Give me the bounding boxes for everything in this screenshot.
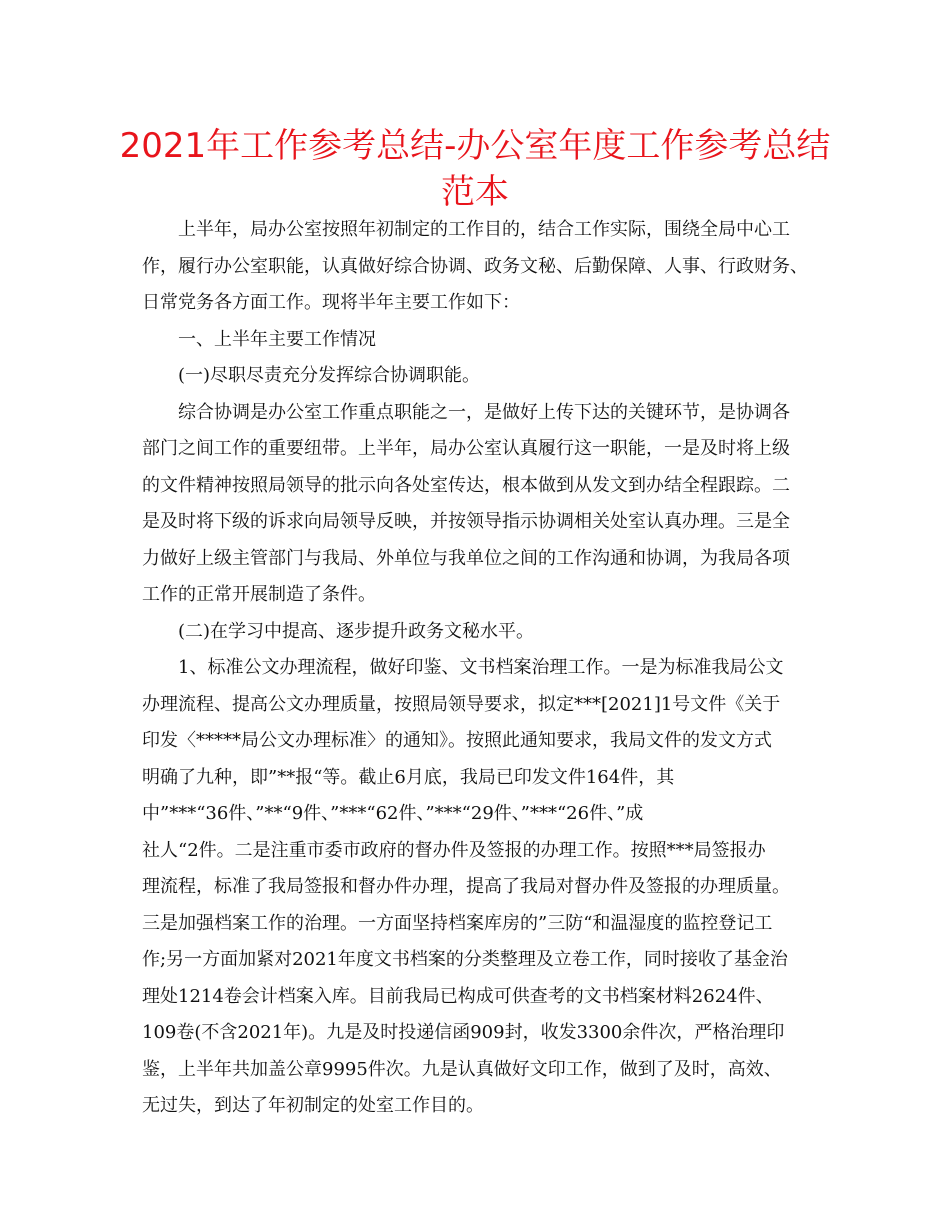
body-line: 中”***“36件、”**“9件、”***“62件、”***“29件、”***“26件、”成 [142,803,644,824]
body-line: 工作的正常开展制造了条件。 [142,584,376,605]
body-line: 无过失，到达了年初制定的处室工作目的。 [142,1095,484,1116]
document-title-line-1: 2021年工作参考总结-办公室年度工作参考总结 [119,126,831,166]
body-line: 是及时将下级的诉求向局领导反映，并按领导指示协调相关处室认真办理。三是全 [142,511,790,532]
subsection-heading: (一)尽职尽责充分发挥综合协调职能。 [178,365,481,386]
body-line: 作，履行办公室职能，认真做好综合协调、政务文秘、后勤保障、人事、行政财务、 [142,256,808,277]
body-line: 印发〈*****局公文办理标准〉的通知》。按照此通知要求，我局文件的发文方式 [142,730,772,751]
body-line: 三是加强档案工作的治理。一方面坚持档案库房的”三防“和温湿度的监控登记工 [142,913,773,934]
body-line: 109卷(不含2021年)。九是及时投递信函909封，收发3300余件次，严格治理印 [142,1022,785,1043]
body-line: 部门之间工作的重要纽带。上半年，局办公室认真履行这一职能，一是及时将上级 [142,438,790,459]
body-line: 综合协调是办公室工作重点职能之一，是做好上传下达的关键环节，是协调各 [178,402,790,423]
body-line: 力做好上级主管部门与我局、外单位与我单位之间的工作沟通和协调，为我局各项 [142,548,790,569]
body-line: 明确了九种，即”**报“等。截止6月底，我局已印发文件164件，其 [142,767,675,788]
body-line: 理处1214卷会计档案入库。目前我局已构成可供查考的文书档案材料2624件、 [142,986,774,1007]
subsection-heading: (二)在学习中提高、逐步提升政务文秘水平。 [178,621,535,642]
body-line: 鉴，上半年共加盖公章9995件次。九是认真做好文印工作，做到了及时，高效、 [142,1059,782,1080]
body-line: 日常党务各方面工作。现将半年主要工作如下： [142,292,520,313]
body-line: 的文件精神按照局领导的批示向各处室传达，根本做到从发文到办结全程跟踪。二 [142,475,790,496]
body-line: 1、标准公文办理流程，做好印鉴、文书档案治理工作。一是为标准我局公文 [178,657,784,678]
body-line: 上半年，局办公室按照年初制定的工作目的，结合工作实际，围绕全局中心工 [178,219,790,240]
body-line: 社人“2件。二是注重市委市政府的督办件及签报的办理工作。按照***局签报办 [142,840,766,861]
section-heading: 一、上半年主要工作情况 [178,329,376,350]
document-title-line-2: 范本 [441,172,509,212]
body-line: 理流程，标准了我局签报和督办件办理，提高了我局对督办件及签报的办理质量。 [142,876,790,897]
body-line: 办理流程、提高公文办理质量，按照局领导要求，拟定***[2021]1号文件《关于 [142,694,781,715]
body-line: 作;另一方面加紧对2021年度文书档案的分类整理及立卷工作，同时接收了基金治 [142,949,788,970]
